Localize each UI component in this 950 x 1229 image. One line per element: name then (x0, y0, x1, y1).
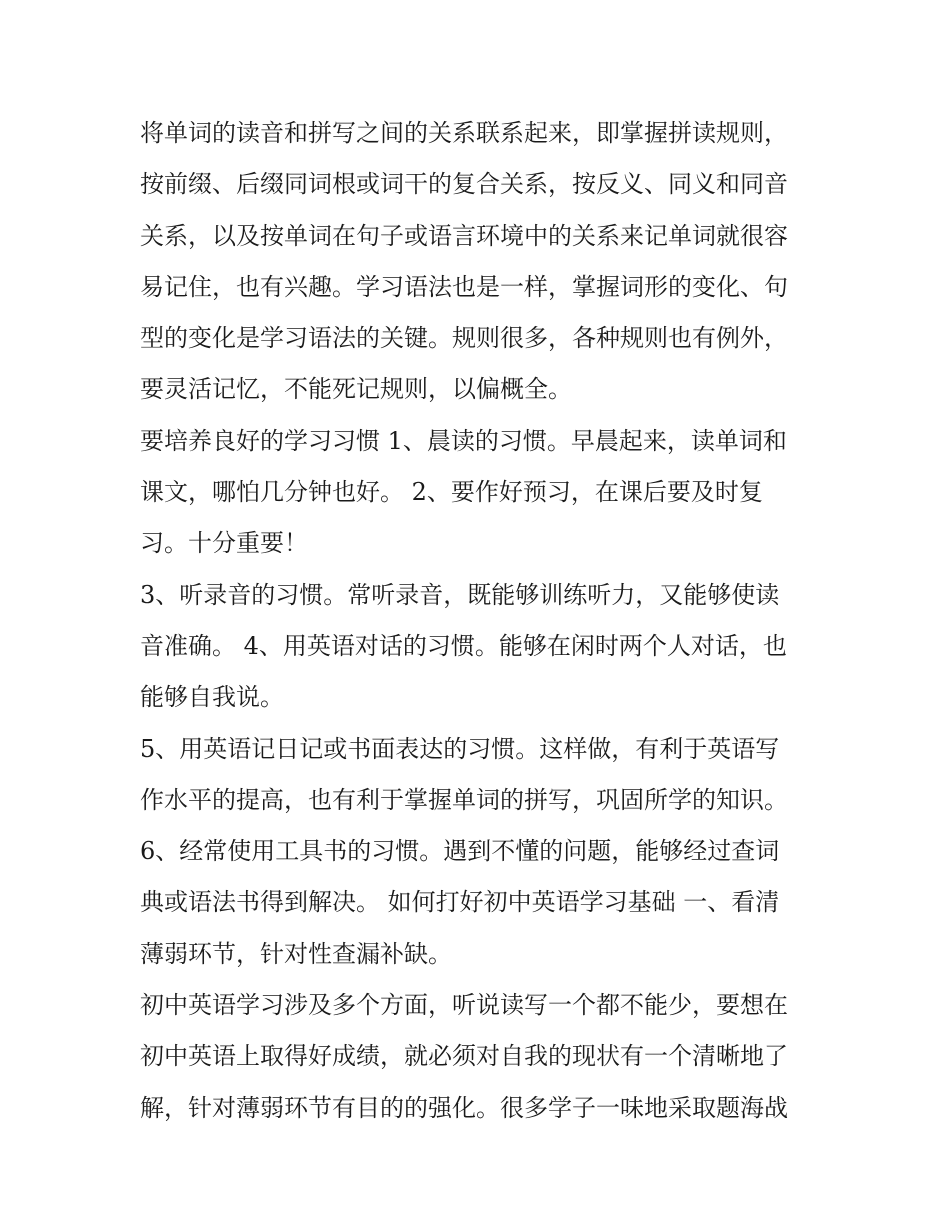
text-line: 按前缀、后缀同词根或词干的复合关系，按反义、同义和同音 (140, 170, 788, 199)
text-line: 型的变化是学习语法的关键。规则很多，各种规则也有例外， (140, 324, 788, 353)
text-line: 易记住，也有兴趣。学习语法也是一样，掌握词形的变化、句 (140, 272, 788, 301)
body-text (140, 108, 820, 1134)
text-line: 能够自我说。 (140, 683, 284, 712)
text-line: 关系，以及按单词在句子或语言环境中的关系来记单词就很容 (140, 221, 788, 250)
text-line: 课文，哪怕几分钟也好。 2、要作好预习，在课后要及时复 (140, 478, 763, 507)
text-line: 薄弱环节，针对性查漏补缺。 (140, 939, 452, 968)
text-line: 初中英语学习涉及多个方面，听说读写一个都不能少，要想在 (140, 991, 788, 1020)
text-line: 习。十分重要！ (140, 529, 308, 558)
text-line: 作水平的提高，也有利于掌握单词的拼写，巩固所学的知识。 (140, 785, 788, 814)
text-line: 将单词的读音和拼写之间的关系联系起来，即掌握拼读规则， (140, 119, 788, 147)
text-line: 要培养良好的学习习惯 1、晨读的习惯。早晨起来，读单词和 (140, 426, 787, 455)
text-line: 要灵活记忆，不能死记规则，以偏概全。 (140, 375, 572, 404)
text-line: 6、经常使用工具书的习惯。遇到不懂的问题，能够经过查词 (140, 837, 780, 866)
text-line: 典或语法书得到解决。 如何打好初中英语学习基础 一、看清 (140, 888, 780, 917)
text-line: 初中英语上取得好成绩，就必须对自我的现状有一个清晰地了 (140, 1042, 788, 1071)
text-line: 音准确。 4、用英语对话的习惯。能够在闲时两个人对话，也 (140, 631, 787, 660)
text-line: 5、用英语记日记或书面表达的习惯。这样做，有利于英语写 (140, 734, 780, 763)
text-line: 3、听录音的习惯。常听录音，既能够训练听力，又能够使读 (140, 580, 780, 609)
text-line: 解，针对薄弱环节有目的的强化。很多学子一味地采取题海战 (140, 1093, 788, 1122)
